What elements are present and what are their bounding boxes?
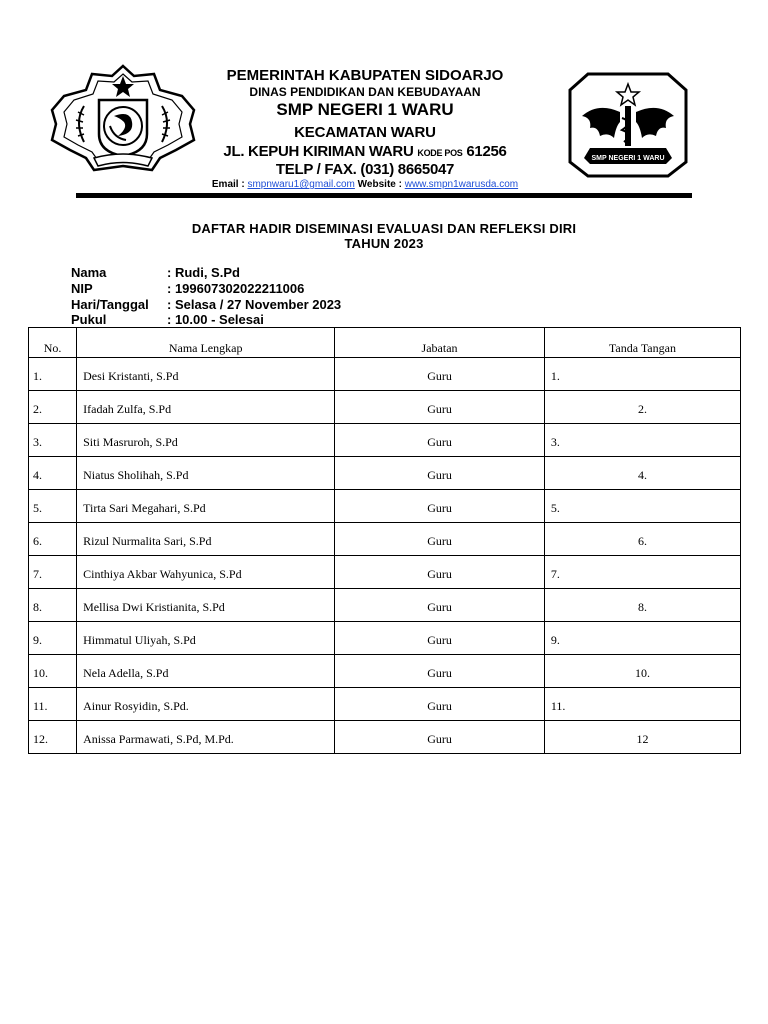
row-signature: 5. [544,490,740,523]
row-name: Ainur Rosyidin, S.Pd. [77,688,335,721]
row-name: Desi Kristanti, S.Pd [77,358,335,391]
contact-line [190,179,540,190]
row-role: Guru [335,490,545,523]
row-no: 11. [29,688,77,721]
row-signature: 11. [544,688,740,721]
postal-label: KODE POS [417,148,463,158]
info-time-row [71,312,264,327]
table-row [29,457,741,490]
address-text: JL. KEPUH KIRIMAN WARU [223,143,414,160]
school-name: SMP NEGERI 1 WARU [276,100,454,119]
row-role: Guru [335,622,545,655]
header-no: No. [29,328,77,358]
table-row [29,391,741,424]
info-date-row [71,297,341,312]
table-row [29,622,741,655]
email-link[interactable]: smpnwaru1@gmail.com [247,179,355,190]
row-name: Rizul Nurmalita Sari, S.Pd [77,523,335,556]
postal-code: 61256 [466,143,507,160]
table-row [29,688,741,721]
attendance-table [28,327,741,754]
info-name-row [71,265,240,280]
row-no: 2. [29,391,77,424]
row-signature: 3. [544,424,740,457]
table-row [29,721,741,754]
address-line [190,143,540,160]
header-signature: Tanda Tangan [544,328,740,358]
row-no: 6. [29,523,77,556]
row-signature: 6. [544,523,740,556]
info-date-value: : Selasa / 27 November 2023 [167,297,342,312]
row-signature: 1. [544,358,740,391]
row-role: Guru [335,688,545,721]
row-role: Guru [335,391,545,424]
info-nip-row [71,281,304,296]
row-no: 10. [29,655,77,688]
row-signature: 4. [544,457,740,490]
row-name: Ifadah Zulfa, S.Pd [77,391,335,424]
row-no: 9. [29,622,77,655]
row-no: 8. [29,589,77,622]
row-role: Guru [335,655,545,688]
row-signature: 12 [544,721,740,754]
row-role: Guru [335,424,545,457]
row-no: 7. [29,556,77,589]
sidoarjo-emblem-icon [44,62,202,174]
document-year: TAHUN 2023 [344,236,424,251]
table-row [29,358,741,391]
website-label: Website : [357,179,402,190]
row-name: Nela Adella, S.Pd [77,655,335,688]
document-title: DAFTAR HADIR DISEMINASI EVALUASI DAN REFLEKSI DIRI [191,221,577,236]
row-signature: 9. [544,622,740,655]
info-date-label: Hari/Tanggal [71,297,149,312]
row-no: 1. [29,358,77,391]
info-time-value: : 10.00 - Selesai [167,312,264,327]
row-role: Guru [335,721,545,754]
row-signature: 7. [544,556,740,589]
row-signature: 10. [544,655,740,688]
row-role: Guru [335,556,545,589]
row-name: Mellisa Dwi Kristianita, S.Pd [77,589,335,622]
header-role: Jabatan [335,328,545,358]
dept-name: DINAS PENDIDIKAN DAN KEBUDAYAAN [249,85,481,99]
district-name: KECAMATAN WARU [294,124,436,141]
info-time-label: Pukul [71,312,107,327]
row-name: Siti Masruroh, S.Pd [77,424,335,457]
phone-line: TELP / FAX. (031) 8665047 [275,161,455,178]
row-role: Guru [335,358,545,391]
info-name-label: Nama [71,265,107,280]
table-row [29,556,741,589]
gov-name: PEMERINTAH KABUPATEN SIDOARJO [226,67,504,84]
row-role: Guru [335,457,545,490]
info-name-value: : Rudi, S.Pd [167,265,240,280]
header-name: Nama Lengkap [77,328,335,358]
row-name: Cinthiya Akbar Wahyunica, S.Pd [77,556,335,589]
row-name: Tirta Sari Megahari, S.Pd [77,490,335,523]
school-logo-banner-text: SMP NEGERI 1 WARU [591,155,665,162]
table-row [29,589,741,622]
row-role: Guru [335,589,545,622]
row-no: 4. [29,457,77,490]
row-no: 5. [29,490,77,523]
letterhead-divider [76,193,692,198]
row-name: Anissa Parmawati, S.Pd, M.Pd. [77,721,335,754]
website-link[interactable]: www.smpn1warusda.com [404,179,519,190]
row-name: Himmatul Uliyah, S.Pd [77,622,335,655]
table-row [29,490,741,523]
row-name: Niatus Sholihah, S.Pd [77,457,335,490]
row-role: Guru [335,523,545,556]
school-logo-icon [568,72,688,178]
row-signature: 2. [544,391,740,424]
table-row [29,655,741,688]
table-row [29,424,741,457]
row-signature: 8. [544,589,740,622]
info-nip-value: : 199607302022211006 [167,281,305,296]
table-header-row [29,328,741,358]
info-nip-label: NIP [71,281,93,296]
table-row [29,523,741,556]
row-no: 3. [29,424,77,457]
row-no: 12. [29,721,77,754]
email-label: Email : [211,179,245,190]
